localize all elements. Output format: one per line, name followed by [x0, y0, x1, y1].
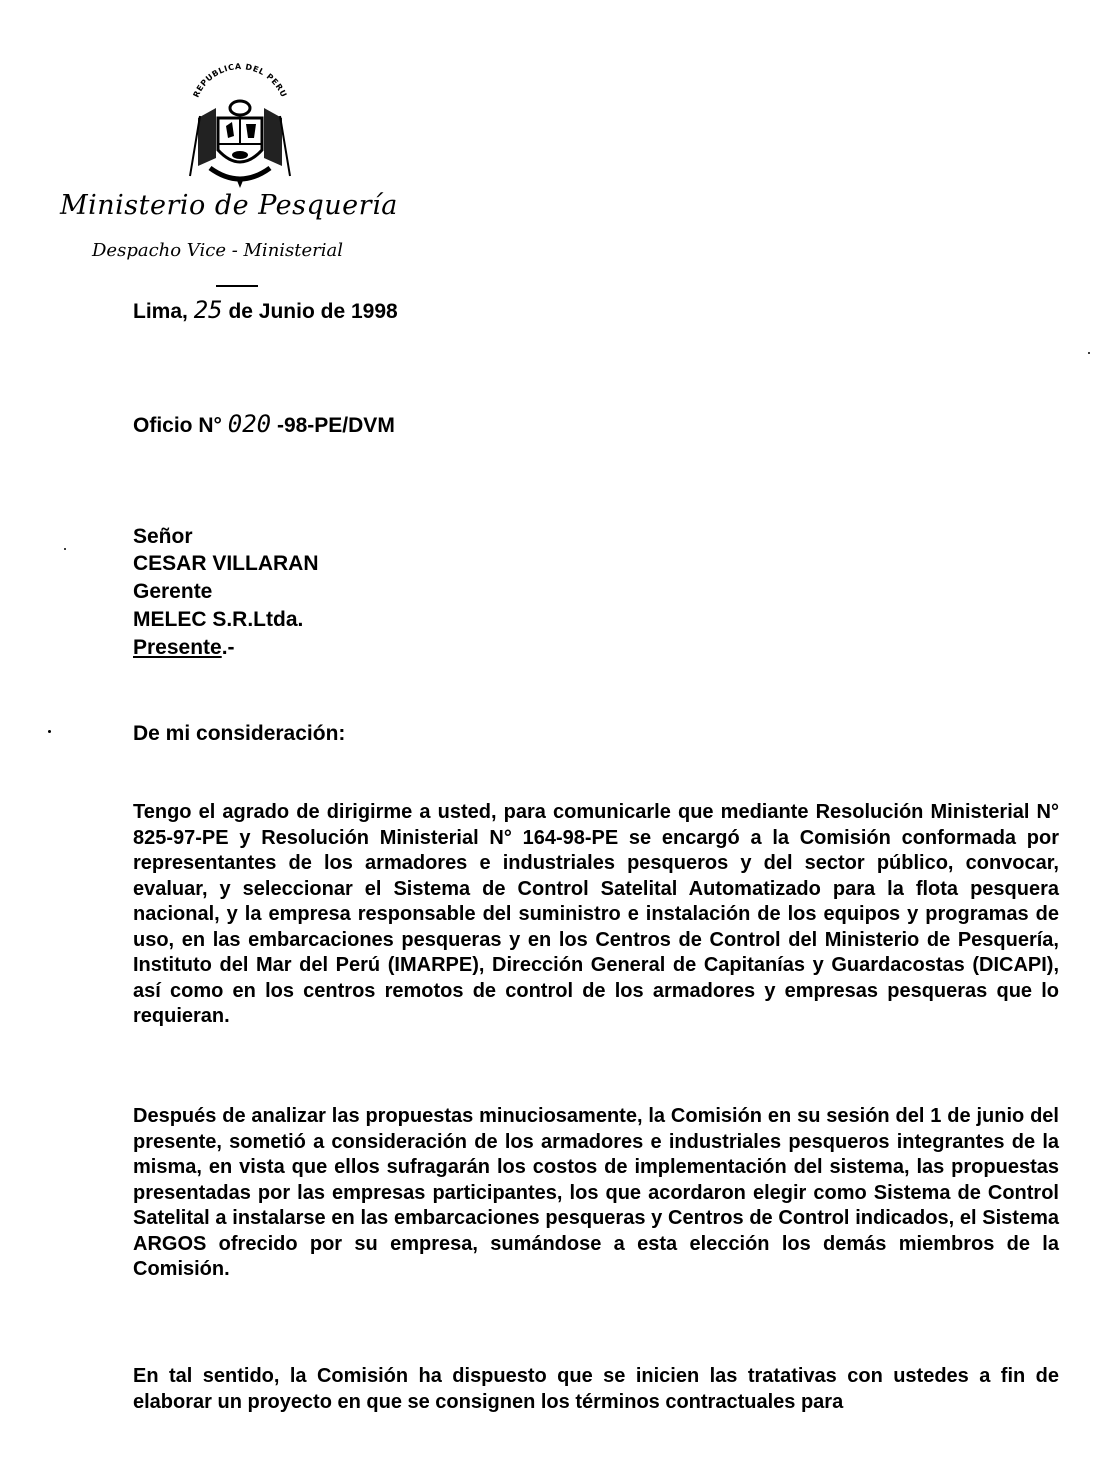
reference-suffix: -98-PE/DVM: [276, 414, 395, 437]
recipient-salutation: Señor: [133, 525, 193, 548]
recipient-name: CESAR VILLARAN: [133, 552, 319, 575]
date-rest: de Junio de 1998: [228, 300, 398, 323]
recipient-company: MELEC S.R.Ltda.: [133, 608, 304, 631]
ministry-office: Despacho Vice - Ministerial: [92, 240, 344, 261]
date-day-handwritten: 25: [193, 296, 223, 324]
body-paragraph-2: Después de analizar las propuestas minuciosamente, la Comisión en su sesión del 1 de junio del presente, sometió a consideración de los armadores e industriales pesqueros integrantes de la misma, en vista que ellos sufragarán los costos de implementación del sistema, las propuestas presentadas por las empresas participantes, los que acordaron elegir como Sistema de Control Satelital a instalarse en las embarcaciones pesqueras y Centros de Control indicados, el Sistema ARGOS ofrecido por su empresa, sumándose a esta elección los demás miembros de la Comisión.: [133, 1105, 1059, 1280]
reference-prefix: Oficio N°: [133, 414, 222, 437]
scan-speck: [48, 730, 51, 733]
body-paragraph-1: Tengo el agrado de dirigirme a usted, para comunicarle que mediante Resolución Ministerial N° 825-97-PE y Resolución Ministerial N° 164-98-PE se encargó a la Comisión conformada por representantes de los armadores e industriales pesqueros y del sector público, convocar, evaluar, y seleccionar el Sistema de Control Satelital Automatizado para la flota pesquera nacional, y la empresa responsable del suministro e instalación de los equipos y programas de uso, en las embarcaciones pesqueras y en los Centros de Control del Ministerio de Pesquería, Instituto del Mar del Perú (IMARPE), Dirección General de Capitanías y Guardacostas (DICAPI), así como en los centros remotos de control de los armadores y empresas pesqueras que lo requieran.: [133, 801, 1059, 1027]
coat-of-arms-seal: [170, 58, 310, 198]
svg-text:REPUBLICA DEL PERU: [192, 62, 289, 99]
reference-number-handwritten: 020: [227, 410, 272, 438]
seal-text: REPUBLICA DEL PERU: [191, 62, 289, 99]
presente-word: Presente: [133, 636, 222, 659]
reference-line: [133, 412, 395, 438]
separator-line: [216, 285, 258, 287]
greeting: De mi consideración:: [133, 722, 346, 745]
scan-speck: [64, 548, 66, 550]
recipient-title: Gerente: [133, 580, 213, 603]
date-line: [133, 298, 398, 324]
date-city: Lima,: [133, 300, 188, 323]
presente-line: [133, 636, 235, 660]
presente-tail: .-: [221, 636, 235, 659]
ministry-name: Ministerio de Pesquería: [60, 190, 398, 221]
scan-speck: [1088, 352, 1090, 354]
body-paragraph-3: En tal sentido, la Comisión ha dispuesto que se inicien las tratativas con ustedes a fin de elaborar un proyecto en que se consignen los términos contractuales para: [133, 1365, 1059, 1413]
